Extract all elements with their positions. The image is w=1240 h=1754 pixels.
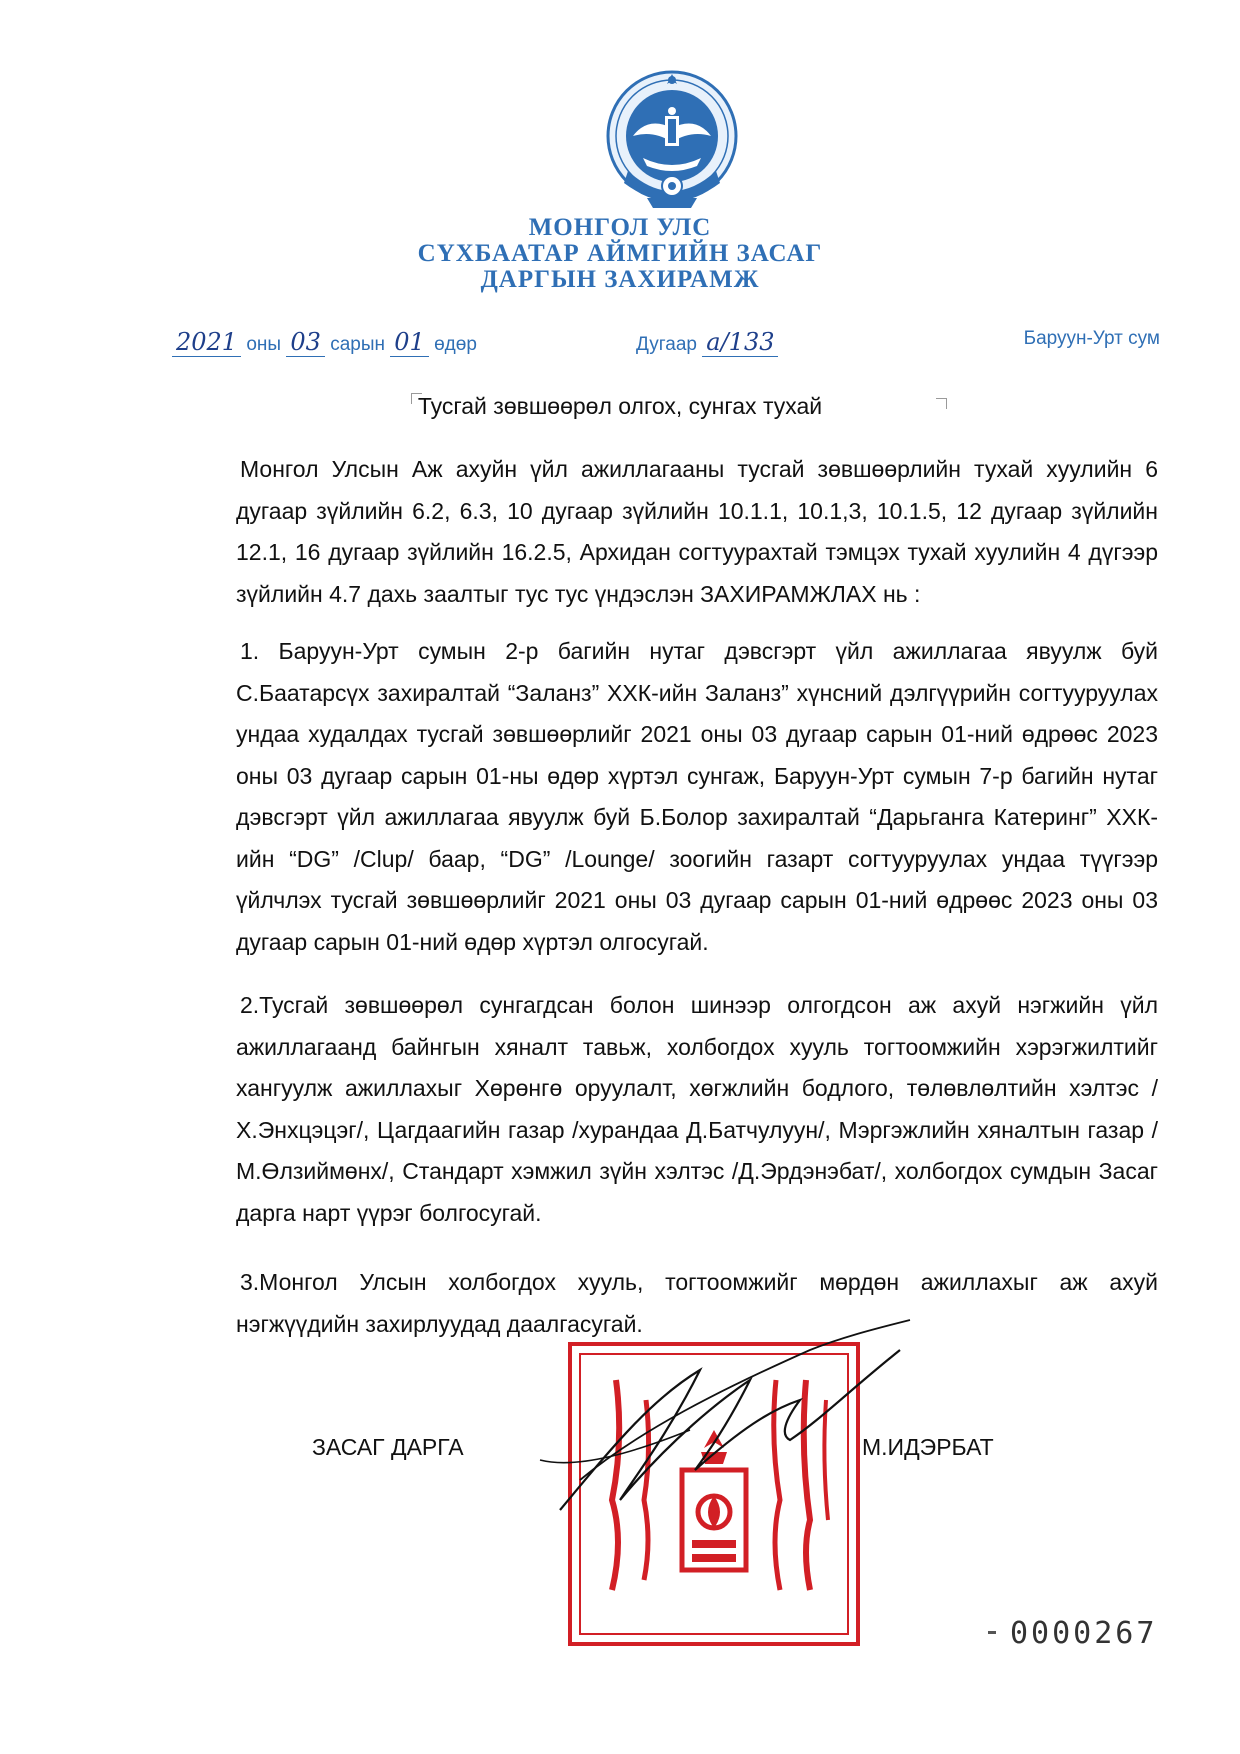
date-year-suffix: оны xyxy=(246,334,282,355)
paragraph-item-3-text: 3.Монгол Улсын холбогдох хууль, тогтоомжийг мөрдөн ажиллахыг аж ахуй нэгжүүдийн захирлуудад даалгасугай. xyxy=(236,1269,1158,1337)
document-date xyxy=(172,328,477,356)
signatory-name: М.ИДЭРБАТ xyxy=(862,1434,994,1460)
paragraph-item-2-text: 2.Тусгай зөвшөөрөл сунгагдсан болон шинээр олгогдсон аж ахуй нэгжийн үйл ажиллагаанд байнгын хяналт тавьж, холбогдох хууль тогтоомжийн хэрэгжилтийг хангуулж ажиллахыг Хөрөнгө оруулалт, хөгжлийн бодлого, төлөвлөлтийн хэлтэс /Х.Энхцэцэг/, Цагдаагийн газар /хурандаа Д.Батчулуун/, Мэргэжлийн хяналтын газар /М.Өлзиймөнх/, Стандарт хэмжил зүйн хэлтэс /Д.Эрдэнэбат/, холбогдох сумдын Засаг дарга нарт үүрэг болгосугай. xyxy=(236,992,1158,1226)
paragraph-item-1-text: 1. Баруун-Урт сумын 2-р багийн нутаг дэвсгэрт үйл ажиллагаа явуулж буй С.Баатарсүх захиралтай “Заланз” ХХК-ийн Заланз” хүнсний дэлгүүрийн согтууруулах ундаа худалдах тусгай зөвшөөрлийг 2021 оны 03 дугаар сарын 01-ний өдрөөс 2023 оны 03 дугаар сарын 01-ны өдөр хүртэл сунгаж, Баруун-Урт сумын 7-р багийн нутаг дэвсгэрт үйл ажиллагаа явуулж буй Б.Болор захиралтай “Дарьганга Катеринг” ХХК-ийн “DG” /Clup/ баар, “DG” /Lounge/ зоогийн газарт согтууруулах ундаа түүгээр үйлчлэх тусгай зөвшөөрлийг 2021 оны 03 дугаар сарын 01-ний өдрөөс 2023 оны 03 дугаар сарын 01-ний өдөр хүртэл олгосугай. xyxy=(236,638,1158,955)
number-value: а/133 xyxy=(702,328,778,357)
header-line-2: СҮХБААТАР АЙМГИЙН ЗАСАГ xyxy=(417,240,823,267)
paragraph-item-2 xyxy=(236,985,1158,1234)
paragraph-item-1 xyxy=(236,631,1158,963)
document-place: Баруун-Урт сум xyxy=(1023,328,1160,349)
date-day: 01 xyxy=(390,328,429,357)
signatory-title: ЗАСАГ ДАРГА xyxy=(312,1434,464,1460)
mongolia-state-emblem-icon xyxy=(603,66,741,216)
header-line-3: ДАРГЫН ЗАХИРАМЖ xyxy=(480,266,760,293)
paragraph-intro-text: Монгол Улсын Аж ахуйн үйл ажиллагааны тусгай зөвшөөрлийн тухай хуулийн 6 дугаар зүйлийн 6.2, 6.3, 10 дугаар зүйлийн 10.1.1, 10.1,3, 10.1.5, 12 дугаар зүйлийн 12.1, 16 дугаар зүйлийн 16.2.5, Архидан согтуурахтай тэмцэх тухай хуулийн 4 дүгээр зүйлийн 4.7 дахь заалтыг тус тус үндэслэн ЗАХИРАМЖЛАХ нь : xyxy=(236,456,1158,607)
number-label: Дугаар xyxy=(636,334,697,355)
date-month-suffix: сарын xyxy=(330,334,385,355)
date-month: 03 xyxy=(286,328,325,357)
date-day-suffix: өдөр xyxy=(434,334,477,355)
serial-number: 0000267 xyxy=(1010,1616,1158,1651)
paragraph-intro xyxy=(236,449,1158,615)
document-number xyxy=(636,328,778,356)
header-line-1: МОНГОЛ УЛС xyxy=(528,214,712,241)
date-year: 2021 xyxy=(172,328,241,357)
subject-corner-right xyxy=(936,398,947,409)
subject-title: Тусгай зөвшөөрөл олгох, сунгах тухай xyxy=(417,393,823,419)
serial-mark xyxy=(988,1631,996,1634)
handwritten-signature xyxy=(520,1310,920,1520)
